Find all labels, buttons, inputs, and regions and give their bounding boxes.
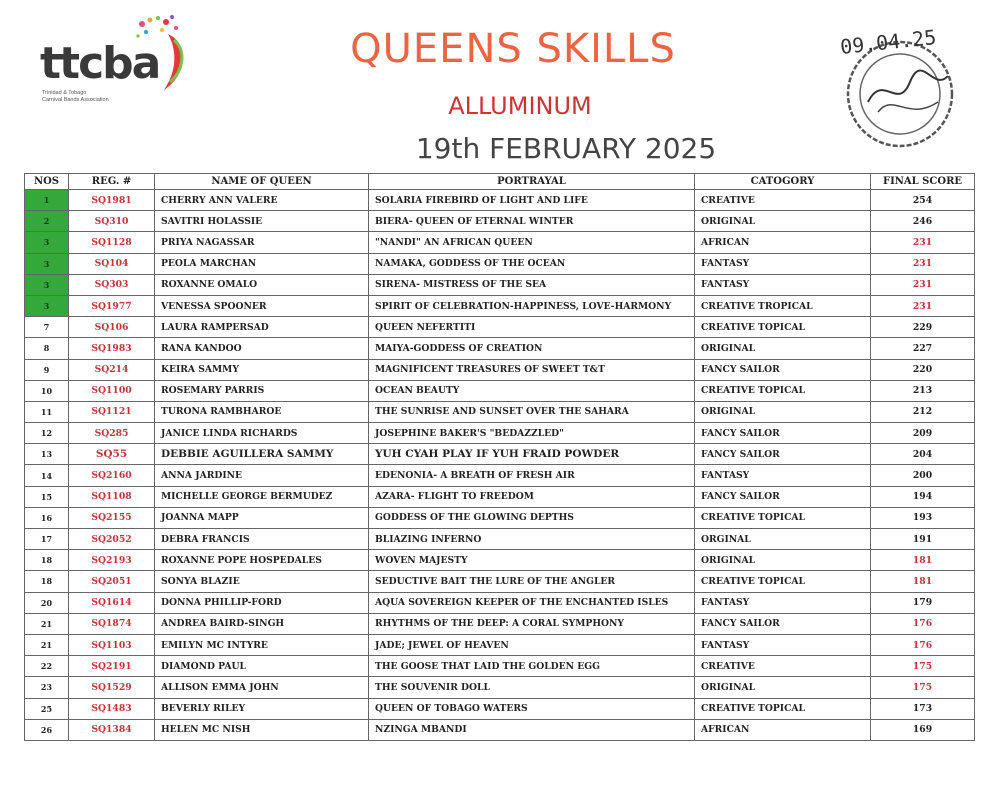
score-cell: 176 bbox=[871, 613, 975, 634]
name-cell: DEBRA FRANCIS bbox=[155, 529, 369, 550]
category-cell: FANTASY bbox=[695, 253, 871, 274]
table-row bbox=[25, 253, 975, 274]
portrayal-cell: SIRENA- MISTRESS OF THE SEA bbox=[369, 274, 695, 295]
portrayal-cell: MAGNIFICENT TREASURES OF SWEET T&T bbox=[369, 359, 695, 380]
table-row bbox=[25, 401, 975, 422]
table-row bbox=[25, 656, 975, 677]
reg-cell: SQ285 bbox=[69, 423, 155, 444]
category-cell: FANTASY bbox=[695, 634, 871, 655]
portrayal-cell: MAIYA-GODDESS OF CREATION bbox=[369, 338, 695, 359]
score-cell: 231 bbox=[871, 232, 975, 253]
name-cell: MICHELLE GEORGE BERMUDEZ bbox=[155, 486, 369, 507]
reg-cell: SQ2193 bbox=[69, 550, 155, 571]
category-cell: CREATIVE TOPICAL bbox=[695, 317, 871, 338]
portrayal-cell: THE SUNRISE AND SUNSET OVER THE SAHARA bbox=[369, 401, 695, 422]
portrayal-cell: NZINGA MBANDI bbox=[369, 719, 695, 740]
reg-cell: SQ1128 bbox=[69, 232, 155, 253]
logo-subtitle-line-1: Trinidad & Tobago bbox=[42, 90, 87, 96]
name-cell: SONYA BLAZIE bbox=[155, 571, 369, 592]
col-header-reg: REG. # bbox=[69, 174, 155, 190]
nos-cell: 8 bbox=[25, 338, 69, 359]
category-cell: ORIGINAL bbox=[695, 401, 871, 422]
reg-cell: SQ104 bbox=[69, 253, 155, 274]
reg-cell: SQ2160 bbox=[69, 465, 155, 486]
reg-cell: SQ1614 bbox=[69, 592, 155, 613]
nos-cell: 22 bbox=[25, 656, 69, 677]
portrayal-cell: BLIAZING INFERNO bbox=[369, 529, 695, 550]
portrayal-cell: EDENONIA- A BREATH OF FRESH AIR bbox=[369, 465, 695, 486]
table-row bbox=[25, 719, 975, 740]
name-cell: EMILYN MC INTYRE bbox=[155, 634, 369, 655]
reg-cell: SQ1108 bbox=[69, 486, 155, 507]
category-cell: ORIGINAL bbox=[695, 550, 871, 571]
portrayal-cell: BIERA- QUEEN OF ETERNAL WINTER bbox=[369, 211, 695, 232]
category-cell: FANTASY bbox=[695, 592, 871, 613]
reg-cell: SQ2155 bbox=[69, 507, 155, 528]
portrayal-cell: SOLARIA FIREBIRD OF LIGHT AND LIFE bbox=[369, 190, 695, 211]
table-row bbox=[25, 507, 975, 528]
portrayal-cell: "NANDI" AN AFRICAN QUEEN bbox=[369, 232, 695, 253]
reg-cell: SQ214 bbox=[69, 359, 155, 380]
nos-cell: 21 bbox=[25, 613, 69, 634]
name-cell: DEBBIE AGUILLERA SAMMY bbox=[155, 444, 369, 465]
nos-cell: 17 bbox=[25, 529, 69, 550]
reg-cell: SQ1981 bbox=[69, 190, 155, 211]
results-table bbox=[24, 173, 975, 741]
name-cell: CHERRY ANN VALERE bbox=[155, 190, 369, 211]
nos-cell: 20 bbox=[25, 592, 69, 613]
nos-cell: 18 bbox=[25, 571, 69, 592]
name-cell: BEVERLY RILEY bbox=[155, 698, 369, 719]
table-row bbox=[25, 634, 975, 655]
table-row bbox=[25, 317, 975, 338]
table-row bbox=[25, 211, 975, 232]
name-cell: ALLISON EMMA JOHN bbox=[155, 677, 369, 698]
score-cell: 231 bbox=[871, 295, 975, 316]
table-row bbox=[25, 613, 975, 634]
stamp-date: 09.04.25 bbox=[839, 25, 938, 59]
table-row bbox=[25, 380, 975, 401]
score-cell: 169 bbox=[871, 719, 975, 740]
name-cell: PRIYA NAGASSAR bbox=[155, 232, 369, 253]
score-cell: 175 bbox=[871, 656, 975, 677]
table-row bbox=[25, 465, 975, 486]
category-cell: ORIGINAL bbox=[695, 211, 871, 232]
table-row bbox=[25, 359, 975, 380]
nos-cell: 2 bbox=[25, 211, 69, 232]
name-cell: JANICE LINDA RICHARDS bbox=[155, 423, 369, 444]
nos-cell: 1 bbox=[25, 190, 69, 211]
nos-cell: 10 bbox=[25, 380, 69, 401]
name-cell: ANDREA BAIRD-SINGH bbox=[155, 613, 369, 634]
nos-cell: 18 bbox=[25, 550, 69, 571]
table-row bbox=[25, 338, 975, 359]
name-cell: JOANNA MAPP bbox=[155, 507, 369, 528]
logo-wordmark: ttcba bbox=[40, 38, 160, 89]
score-cell: 220 bbox=[871, 359, 975, 380]
nos-cell: 16 bbox=[25, 507, 69, 528]
col-header-nos: NOS bbox=[25, 174, 69, 190]
reg-cell: SQ2191 bbox=[69, 656, 155, 677]
reg-cell: SQ1977 bbox=[69, 295, 155, 316]
portrayal-cell: GODDESS OF THE GLOWING DEPTHS bbox=[369, 507, 695, 528]
name-cell: ANNA JARDINE bbox=[155, 465, 369, 486]
category-cell: AFRICAN bbox=[695, 232, 871, 253]
score-cell: 229 bbox=[871, 317, 975, 338]
score-cell: 181 bbox=[871, 571, 975, 592]
portrayal-cell: QUEEN OF TOBAGO WATERS bbox=[369, 698, 695, 719]
reg-cell: SQ1483 bbox=[69, 698, 155, 719]
nos-cell: 3 bbox=[25, 274, 69, 295]
portrayal-cell: SPIRIT OF CELEBRATION-HAPPINESS, LOVE-HARMONY bbox=[369, 295, 695, 316]
table-row bbox=[25, 677, 975, 698]
score-cell: 231 bbox=[871, 253, 975, 274]
score-cell: 176 bbox=[871, 634, 975, 655]
name-cell: KEIRA SAMMY bbox=[155, 359, 369, 380]
nos-cell: 12 bbox=[25, 423, 69, 444]
col-header-name: NAME OF QUEEN bbox=[155, 174, 369, 190]
table-header-row bbox=[25, 174, 975, 190]
score-cell: 246 bbox=[871, 211, 975, 232]
category-cell: ORIGINAL bbox=[695, 677, 871, 698]
table-row bbox=[25, 698, 975, 719]
category-cell: ORIGINAL bbox=[695, 338, 871, 359]
score-cell: 200 bbox=[871, 465, 975, 486]
score-cell: 204 bbox=[871, 444, 975, 465]
portrayal-cell: YUH CYAH PLAY IF YUH FRAID POWDER bbox=[369, 444, 695, 465]
reg-cell: SQ1529 bbox=[69, 677, 155, 698]
name-cell: VENESSA SPOONER bbox=[155, 295, 369, 316]
reg-cell: SQ2052 bbox=[69, 529, 155, 550]
score-cell: 213 bbox=[871, 380, 975, 401]
table-row bbox=[25, 592, 975, 613]
nos-cell: 14 bbox=[25, 465, 69, 486]
nos-cell: 3 bbox=[25, 253, 69, 274]
page-title: QUEENS SKILLS bbox=[350, 26, 676, 72]
name-cell: RANA KANDOO bbox=[155, 338, 369, 359]
table-row bbox=[25, 423, 975, 444]
table-row bbox=[25, 295, 975, 316]
nos-cell: 21 bbox=[25, 634, 69, 655]
name-cell: ROSEMARY PARRIS bbox=[155, 380, 369, 401]
portrayal-cell: OCEAN BEAUTY bbox=[369, 380, 695, 401]
score-cell: 194 bbox=[871, 486, 975, 507]
nos-cell: 7 bbox=[25, 317, 69, 338]
score-cell: 227 bbox=[871, 338, 975, 359]
table-body bbox=[25, 190, 975, 741]
portrayal-cell: QUEEN NEFERTITI bbox=[369, 317, 695, 338]
nos-cell: 15 bbox=[25, 486, 69, 507]
name-cell: SAVITRI HOLASSIE bbox=[155, 211, 369, 232]
reg-cell: SQ1983 bbox=[69, 338, 155, 359]
col-header-portrayal: PORTRAYAL bbox=[369, 174, 695, 190]
nos-cell: 13 bbox=[25, 444, 69, 465]
table-row bbox=[25, 529, 975, 550]
score-cell: 173 bbox=[871, 698, 975, 719]
reg-cell: SQ2051 bbox=[69, 571, 155, 592]
category-cell: CREATIVE bbox=[695, 656, 871, 677]
category-cell: CREATIVE bbox=[695, 190, 871, 211]
category-cell: ORGINAL bbox=[695, 529, 871, 550]
score-cell: 191 bbox=[871, 529, 975, 550]
score-cell: 212 bbox=[871, 401, 975, 422]
category-cell: FANCY SAILOR bbox=[695, 444, 871, 465]
category-cell: FANTASY bbox=[695, 274, 871, 295]
reg-cell: SQ1121 bbox=[69, 401, 155, 422]
portrayal-cell: AQUA SOVEREIGN KEEPER OF THE ENCHANTED ISLES bbox=[369, 592, 695, 613]
category-cell: CREATIVE TOPICAL bbox=[695, 507, 871, 528]
score-cell: 179 bbox=[871, 592, 975, 613]
reg-cell: SQ106 bbox=[69, 317, 155, 338]
col-header-final-score: FINAL SCORE bbox=[871, 174, 975, 190]
reg-cell: SQ1103 bbox=[69, 634, 155, 655]
name-cell: ROXANNE OMALO bbox=[155, 274, 369, 295]
score-cell: 231 bbox=[871, 274, 975, 295]
category-cell: CREATIVE TROPICAL bbox=[695, 295, 871, 316]
logo-subtitle-line-2: Carnival Bands Association bbox=[42, 97, 109, 103]
portrayal-cell: JADE; JEWEL OF HEAVEN bbox=[369, 634, 695, 655]
name-cell: TURONA RAMBHAROE bbox=[155, 401, 369, 422]
nos-cell: 9 bbox=[25, 359, 69, 380]
name-cell: PEOLA MARCHAN bbox=[155, 253, 369, 274]
col-header-category: CATOGORY bbox=[695, 174, 871, 190]
reg-cell: SQ55 bbox=[69, 444, 155, 465]
portrayal-cell: RHYTHMS OF THE DEEP: A CORAL SYMPHONY bbox=[369, 613, 695, 634]
table-row bbox=[25, 232, 975, 253]
portrayal-cell: THE GOOSE THAT LAID THE GOLDEN EGG bbox=[369, 656, 695, 677]
nos-cell: 26 bbox=[25, 719, 69, 740]
table-row bbox=[25, 444, 975, 465]
portrayal-cell: NAMAKA, GODDESS OF THE OCEAN bbox=[369, 253, 695, 274]
category-cell: FANCY SAILOR bbox=[695, 613, 871, 634]
nos-cell: 11 bbox=[25, 401, 69, 422]
score-cell: 193 bbox=[871, 507, 975, 528]
portrayal-cell: AZARA- FLIGHT TO FREEDOM bbox=[369, 486, 695, 507]
portrayal-cell: THE SOUVENIR DOLL bbox=[369, 677, 695, 698]
table-row bbox=[25, 550, 975, 571]
name-cell: DONNA PHILLIP-FORD bbox=[155, 592, 369, 613]
category-cell: CREATIVE TOPICAL bbox=[695, 571, 871, 592]
reg-cell: SQ310 bbox=[69, 211, 155, 232]
portrayal-cell: JOSEPHINE BAKER'S "BEDAZZLED" bbox=[369, 423, 695, 444]
score-cell: 181 bbox=[871, 550, 975, 571]
table-row bbox=[25, 571, 975, 592]
category-cell: FANTASY bbox=[695, 465, 871, 486]
score-cell: 254 bbox=[871, 190, 975, 211]
name-cell: LAURA RAMPERSAD bbox=[155, 317, 369, 338]
category-cell: CREATIVE TOPICAL bbox=[695, 380, 871, 401]
portrayal-cell: WOVEN MAJESTY bbox=[369, 550, 695, 571]
reg-cell: SQ1100 bbox=[69, 380, 155, 401]
nos-cell: 23 bbox=[25, 677, 69, 698]
category-cell: FANCY SAILOR bbox=[695, 486, 871, 507]
page-subtitle: ALLUMINUM bbox=[448, 92, 592, 120]
reg-cell: SQ1874 bbox=[69, 613, 155, 634]
portrayal-cell: SEDUCTIVE BAIT THE LURE OF THE ANGLER bbox=[369, 571, 695, 592]
nos-cell: 3 bbox=[25, 232, 69, 253]
reg-cell: SQ1384 bbox=[69, 719, 155, 740]
name-cell: HELEN MC NISH bbox=[155, 719, 369, 740]
nos-cell: 25 bbox=[25, 698, 69, 719]
category-cell: FANCY SAILOR bbox=[695, 423, 871, 444]
reg-cell: SQ303 bbox=[69, 274, 155, 295]
score-cell: 209 bbox=[871, 423, 975, 444]
category-cell: AFRICAN bbox=[695, 719, 871, 740]
category-cell: FANCY SAILOR bbox=[695, 359, 871, 380]
category-cell: CREATIVE TOPICAL bbox=[695, 698, 871, 719]
table-row bbox=[25, 190, 975, 211]
nos-cell: 3 bbox=[25, 295, 69, 316]
score-cell: 175 bbox=[871, 677, 975, 698]
event-date: 19th FEBRUARY 2025 bbox=[415, 132, 717, 165]
table-row bbox=[25, 274, 975, 295]
table-row bbox=[25, 486, 975, 507]
name-cell: DIAMOND PAUL bbox=[155, 656, 369, 677]
name-cell: ROXANNE POPE HOSPEDALES bbox=[155, 550, 369, 571]
